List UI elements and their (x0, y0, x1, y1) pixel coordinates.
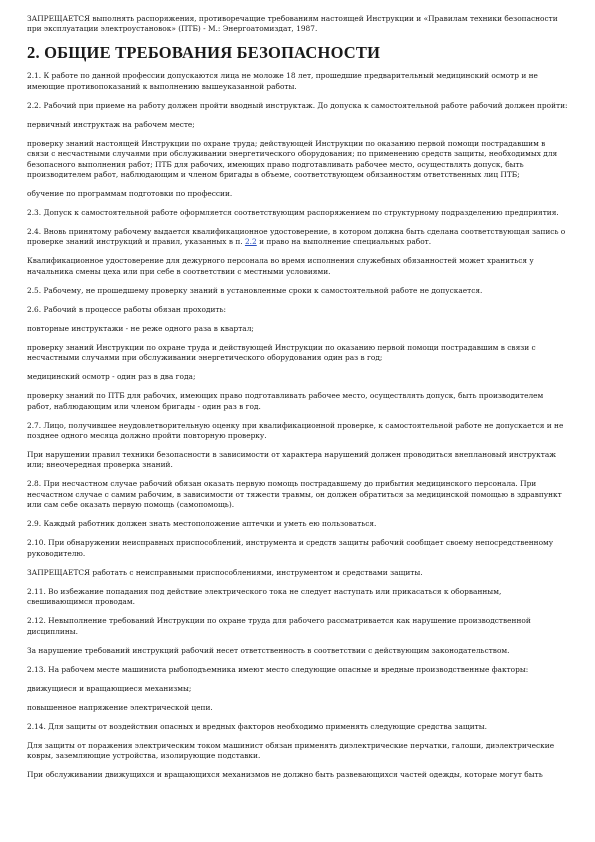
paragraph-clothing: При обслуживании движущихся и вращающихся механизмов не должно быть развевающихся частей одежды, которые могут быть (27, 769, 543, 779)
paragraph-violation: При нарушении правил техники безопасности в зависимости от характера нарушений должен проводиться внеплановый инструктаж или; внеочередная проверка знаний. (27, 450, 557, 470)
paragraph-2-9: 2.9. Каждый работник должен знать местоположение аптечки и уметь ею пользоваться. (27, 519, 377, 529)
paragraph-training: обучение по программам подготовки по профессии. (27, 189, 233, 199)
paragraph-ptb-check: проверку знаний по ПТБ для рабочих, имеющих право подготавливать рабочее место, осуществлять допуск, быть производителем работ, наблюдающим или членом бригады - один раз в год. (27, 391, 544, 411)
paragraph-knowledge-check: проверку знаний настоящей Инструкции по охране труда; действующей Инструкции по оказанию первой помощи пострадавшим в связи с несчастными случаями при обслуживании энергетического оборудования; по применению средств защиты, необходимых для безопасного выполнения работ; ПТБ для рабочих, имеющих право подготавливать рабочее место, осуществлять допуск, быть производителем работ, наблюдающим и членом бригады в объеме, соответствующем обязанностям ответственных лиц ПТБ; (27, 138, 558, 180)
paragraph-certificate-storage: Квалификационное удостоверение для дежурного персонала во время исполнения служебных обязанностей может храниться у начальника смены цеха или при себе в соответствии с местными условиями. (27, 256, 534, 276)
paragraph-2-4-text-after: и право на выполнение специальных работ. (256, 237, 432, 247)
paragraph-2-8: 2.8. При несчастном случае рабочий обязан оказать первую помощь пострадавшему до прибытия медицинского персонала. При несчастном случае с самим рабочим, в зависимости от тяжести травмы, он должен обратиться за медицинской помощью в здравпункт или сам себе оказать первую помощь (самопомощь). (27, 479, 562, 510)
paragraph-2-11: 2.11. Во избежание попадания под действие электрического тока не следует наступать или прикасаться к оборванным, свешивающимся проводам. (27, 586, 502, 607)
paragraph-2-4 (27, 227, 569, 248)
paragraph-medical-exam: медицинский осмотр - один раз в два года; (27, 372, 196, 382)
intro-paragraph: ЗАПРЕЩАЕТСЯ выполнять распоряжения, противоречащие требованиям настоящей Инструкции и «Правилам техники безопасности при эксплуатации электроустановок» (ПТБ) - М.: Энергоатомиздат, 1987. (27, 14, 558, 34)
paragraph-2-12: 2.12. Невыполнение требований Инструкции по охране труда для рабочего рассматривается как нарушение производственной дисциплины. (27, 616, 531, 636)
paragraph-2-4-text-before: 2.4. Вновь принятому рабочему выдается квалификационное удостоверение, в котором должна быть сделана соответствующая запись о проверке знаний инструкций и правил, указанных в п. (27, 227, 566, 247)
paragraph-responsibility: За нарушение требований инструкций рабочий несет ответственность в соответствии с действующим законодательством. (27, 645, 510, 655)
clause-2-2-link[interactable]: 2.2 (244, 237, 257, 247)
paragraph-prohibition: ЗАПРЕЩАЕТСЯ работать с неисправными приспособлениями, инструментом и средствами защиты. (27, 567, 423, 577)
paragraph-high-voltage: повышенное напряжение электрической цепи. (27, 702, 213, 712)
paragraph-2-13: 2.13. На рабочем месте машиниста рыбоподъемника имеют место следующие опасные и вредные производственные факторы: (27, 664, 529, 674)
paragraph-electric-protection: Для защиты от поражения электрическим током машинист обязан применять диэлектрические перчатки, галоши, диэлектрические ковры, заземляющие устройства, изолирующие подставки. (27, 740, 555, 760)
paragraph-repeat-briefings: повторные инструктажи - не реже одного раза в квартал; (27, 323, 254, 333)
section-heading: 2. ОБЩИЕ ТРЕБОВАНИЯ БЕЗОПАСНОСТИ (27, 43, 381, 63)
paragraph-2-10: 2.10. При обнаружении неисправных приспособлений, инструмента и средств защиты рабочий сообщает своему непосредственному руководителю. (27, 538, 554, 558)
paragraph-moving-mechanisms: движущиеся и вращающиеся механизмы; (27, 683, 192, 693)
paragraph-2-2: 2.2. Рабочий при приеме на работу должен пройти вводный инструктаж. До допуска к самостоятельной работе рабочий должен пройти: (27, 100, 568, 110)
paragraph-2-5: 2.5. Рабочему, не прошедшему проверку знаний в установленные сроки к самостоятельной работе не допускается. (27, 285, 483, 295)
paragraph-2-3: 2.3. Допуск к самостоятельной работе оформляется соответствующим распоряжением по структурному подразделению предприятия. (27, 208, 559, 218)
paragraph-annual-check: проверку знаний Инструкции по охране труда и действующей Инструкции по оказанию первой помощи пострадавшим в связи с несчастными случаями при обслуживании энергетического оборудования один раз в год; (27, 342, 536, 363)
paragraph-2-6: 2.6. Рабочий в процессе работы обязан проходить: (27, 304, 226, 314)
paragraph-2-1: 2.1. К работе по данной профессии допускаются лица не моложе 18 лет, прошедшие предварительный медицинский осмотр и не имеющие противопоказаний к выполнению вышеуказанной работы. (27, 71, 538, 91)
paragraph-initial-briefing: первичный инструктаж на рабочем месте; (27, 119, 195, 129)
paragraph-2-14: 2.14. Для защиты от воздействия опасных и вредных факторов необходимо применять следующие средства защиты. (27, 721, 487, 731)
paragraph-2-7: 2.7. Лицо, получившее неудовлетворительную оценку при квалификационной проверке, к самостоятельной работе не допускается и не позднее одного месяца должно пройти повторную проверку. (27, 420, 564, 441)
